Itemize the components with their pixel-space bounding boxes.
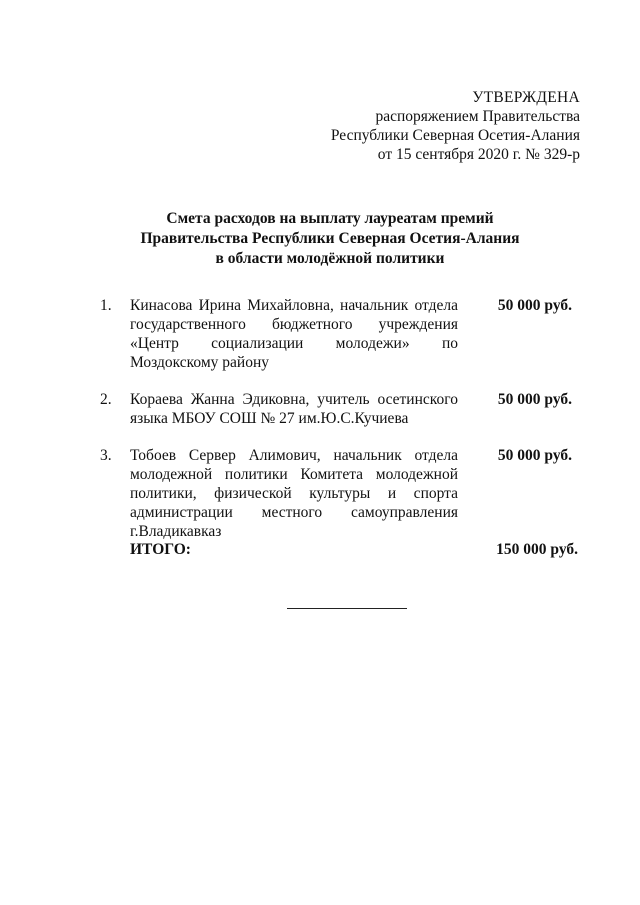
item-amount: 50 000 руб. <box>497 391 572 408</box>
list-item <box>100 296 580 372</box>
item-number: 3. <box>100 447 112 464</box>
approval-status: УТВЕРЖДЕНА <box>472 89 580 106</box>
list-item <box>100 390 580 428</box>
title-line-2: Правительства Республики Северная Осетия-Алания <box>140 230 520 247</box>
title-line-1: Смета расходов на выплату лауреатам премий <box>166 210 494 227</box>
document-title <box>130 209 530 269</box>
total-row <box>130 541 578 559</box>
item-number: 2. <box>100 391 112 408</box>
item-description: Тобоев Сервер Алимович, начальник отдела молодежной политики Комитета молодежной политики, физической культуры и спорта администрации местного самоуправления г.Владикавказ <box>130 447 458 540</box>
list-item <box>100 446 580 541</box>
approval-stamp <box>331 88 580 164</box>
title-line-3: в области молодёжной политики <box>215 250 445 267</box>
approval-line-3: от 15 сентября 2020 г. № 329-р <box>377 146 580 163</box>
approval-line-2: Республики Северная Осетия-Алания <box>330 127 580 144</box>
approval-line-1: распоряжением Правительства <box>375 108 580 125</box>
item-number: 1. <box>100 297 112 314</box>
closing-divider <box>287 608 407 609</box>
total-amount: 150 000 руб. <box>496 541 578 558</box>
item-description: Кораева Жанна Эдиковна, учитель осетинского языка МБОУ СОШ № 27 им.Ю.С.Кучиева <box>130 391 458 427</box>
item-amount: 50 000 руб. <box>497 297 572 314</box>
total-label: ИТОГО: <box>130 541 191 558</box>
laureate-list <box>100 296 580 559</box>
item-amount: 50 000 руб. <box>497 447 572 464</box>
item-description: Кинасова Ирина Михайловна, начальник отдела государственного бюджетного учреждения «Центр социализации молодежи» по Моздокскому району <box>130 297 458 371</box>
